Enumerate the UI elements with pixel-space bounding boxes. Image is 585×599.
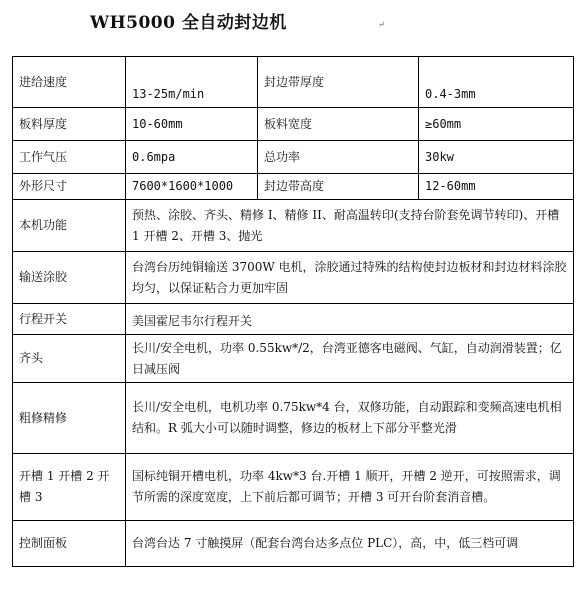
feature-text: 美国霍尼韦尔行程开关 [126,304,574,335]
spec-value: 0.6mpa [126,141,258,174]
document-title: WH5000 全自动封边机 [90,13,287,33]
spec-label: 总功率 [258,141,419,174]
feature-text: 长川/安全电机，电机功率 0.75kw*4 台，双修功能，自动跟踪和变频高速电机相结和。R 弧大小可以随时调整，修边的板材上下部分平整光滑 [126,383,574,454]
spec-label: 板料宽度 [258,108,419,141]
table-row [13,521,574,567]
spec-label: 封边带厚度 [258,57,419,108]
feature-label: 输送涂胶 [13,252,126,304]
table-row [13,141,574,174]
feature-label: 控制面板 [13,521,126,567]
feature-text: 国标纯铜开槽电机，功率 4kw*3 台.开槽 1 顺开，开槽 2 逆开，可按照需求，调节所需的深度宽度，上下前后都可调节；开槽 3 可开台阶套消音槽。 [126,454,574,521]
spec-value: 7600*1600*1000 [126,174,258,200]
spec-value: 0.4-3mm [419,57,574,108]
feature-label: 粗修精修 [13,383,126,454]
table-row [13,252,574,304]
spec-label: 进给速度 [13,57,126,108]
feature-label: 行程开关 [13,304,126,335]
feature-label: 齐头 [13,335,126,383]
table-row [13,57,574,108]
table-row [13,304,574,335]
feature-label: 本机功能 [13,200,126,252]
spec-label: 封边带高度 [258,174,419,200]
spec-value: ≥60mm [419,108,574,141]
feature-text: 台湾台达 7 寸触摸屏（配套台湾台达多点位 PLC），高，中，低三档可调 [126,521,574,567]
spec-value: 13-25m/min [126,57,258,108]
feature-label: 开槽 1 开槽 2 开槽 3 [13,454,126,521]
feature-text: 预热、涂胶、齐头、精修 I、精修 II、耐高温转印(支持台阶套免调节转印)、开槽 1 开槽 2、开槽 3、抛光 [126,200,574,252]
table-row [13,335,574,383]
spec-label: 板料厚度 [13,108,126,141]
spec-label: 外形尺寸 [13,174,126,200]
paragraph-mark-icon: ↵ [378,20,385,29]
spec-label: 工作气压 [13,141,126,174]
feature-text: 台湾台历纯铜输送 3700W 电机，涂胶通过特殊的结构使封边板材和封边材料涂胶均匀，以保证粘合力更加牢固 [126,252,574,304]
spec-value: 12-60mm [419,174,574,200]
table-row [13,200,574,252]
table-row [13,174,574,200]
table-row [13,108,574,141]
spec-table [12,56,574,567]
table-row [13,454,574,521]
table-row [13,383,574,454]
spec-value: 30kw [419,141,574,174]
spec-value: 10-60mm [126,108,258,141]
feature-text: 长川/安全电机，功率 0.55kw*/2，台湾亚德客电磁阀、气缸，自动润滑装置；亿日减压阀 [126,335,574,383]
